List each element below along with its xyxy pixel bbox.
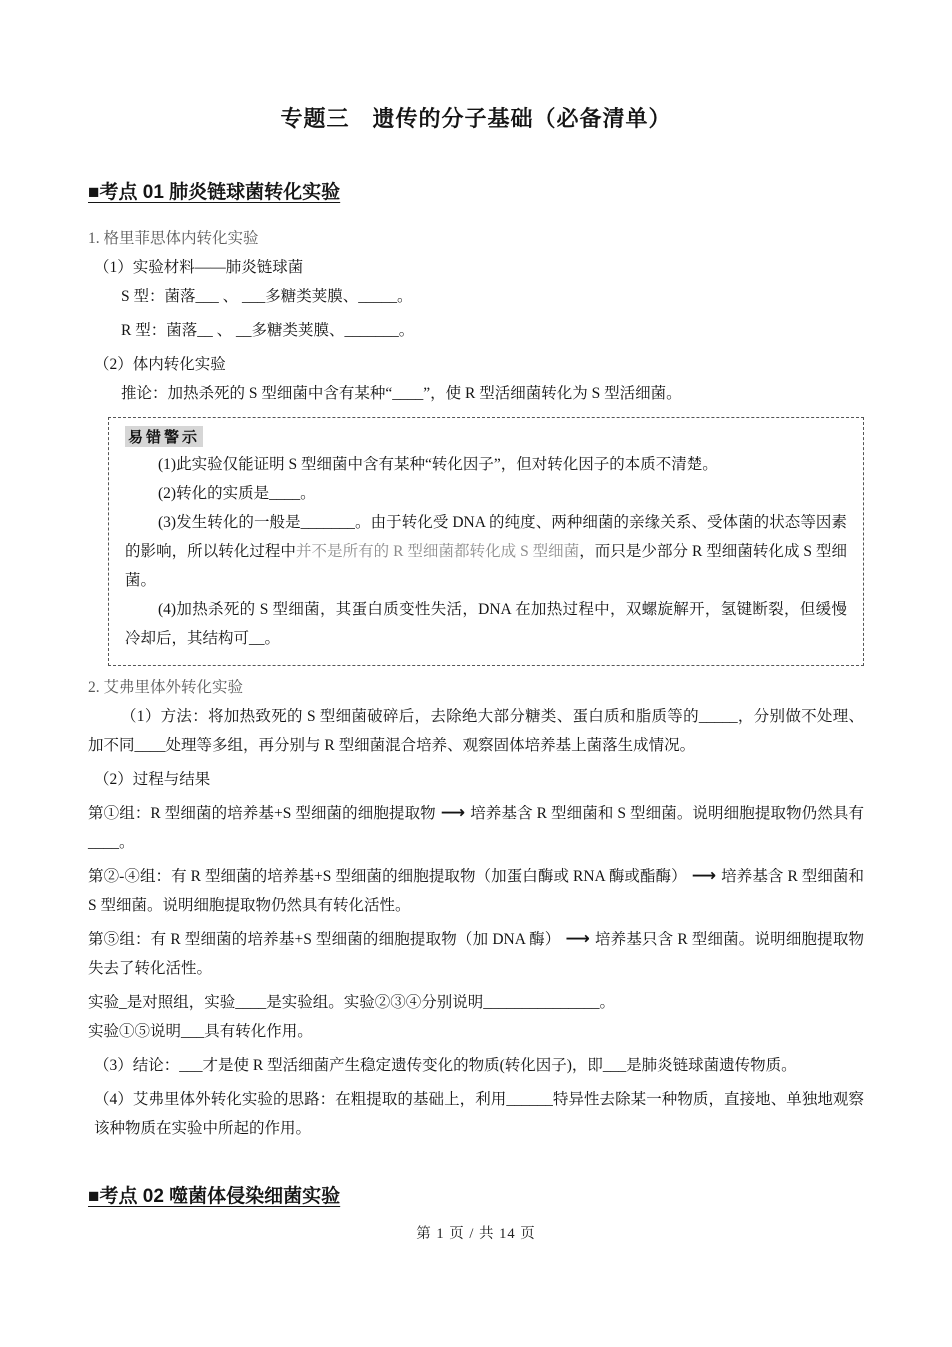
avery-group-5-text-start: 第⑤组：有 R 型细菌的培养基+S 型细菌的细胞提取物（加 DNA 酶） [88, 931, 561, 948]
avery-proof-line: 实验①⑤说明___具有转化作用。 [88, 1023, 313, 1040]
avery-group-5-text-end: 培养基只含 R 型细菌。说明细胞提取物失去了转化活性。 [88, 931, 864, 977]
right-arrow-icon: ⟶ [691, 866, 717, 886]
warning-item-2: (2)转化的实质是____。 [158, 485, 316, 502]
griffith-inference-line: 推论：加热杀死的 S 型细菌中含有某种“____”，使 R 型活细菌转化为 S 型活细菌。 [121, 385, 682, 402]
avery-group-1-text-end: 培养基含 R 型细菌和 S 型细菌。说明细胞提取物仍然具有____。 [88, 805, 864, 851]
avery-heading: 2. 艾弗里体外转化实验 [88, 679, 244, 696]
avery-group-5-line [88, 925, 864, 983]
warning-item-3-text-start: (3)发生转化的一般是_______。由于转化受 DNA 的纯度、两种细菌的亲缘关系、受体菌的状态等因素的影响，所以转化过程中 [125, 514, 847, 560]
section-heading-kaodian-02 [88, 1181, 864, 1208]
avery-method-paragraph: （1）方法：将加热致死的 S 型细菌破碎后，去除绝大部分糖类、蛋白质和脂质等的_____，分别做不处理、加不同____处理等多组，再分别与 R 型细菌混合培养、观察固体培养基上菌落生成情况。 [88, 708, 864, 754]
warning-item-4: (4)加热杀死的 S 型细菌，其蛋白质变性失活，DNA 在加热过程中，双螺旋解开，氢键断裂，但缓慢冷却后，其结构可__。 [125, 601, 847, 647]
square-bullet-icon: ■ [88, 1186, 100, 1207]
right-arrow-icon: ⟶ [565, 929, 590, 949]
avery-process-label: （2）过程与结果 [94, 771, 211, 788]
griffith-materials-label: （1）实验材料——肺炎链球菌 [94, 259, 304, 276]
griffith-r-type-line: R 型：菌落__ 、 __多糖类荚膜、_______。 [121, 322, 415, 339]
avery-conclusion-line: （3）结论：___才是使 R 型活细菌产生稳定遗传变化的物质(转化因子)，即___是肺炎链球菌遗传物质。 [94, 1057, 797, 1074]
griffith-s-type-line: S 型：菌落___ 、 ___多糖类荚膜、_____。 [121, 288, 413, 305]
square-bullet-icon: ■ [88, 182, 100, 203]
section-heading-kaodian-01 [88, 177, 864, 204]
avery-control-line: 实验_是对照组，实验____是实验组。实验②③④分别说明_______________。 [88, 994, 616, 1011]
warning-label-badge: 易错警示 [125, 426, 203, 447]
avery-group-1-line [88, 799, 864, 857]
avery-group-2-4-text-start: 第②-④组：有 R 型细菌的培养基+S 型细菌的细胞提取物（加蛋白酶或 RNA 酶或酯酶） [88, 868, 687, 885]
avery-approach-paragraph: （4）艾弗里体外转化实验的思路：在粗提取的基础上，利用______特异性去除某一种物质，直接地、单独地观察该种物质在实验中所起的作用。 [94, 1091, 864, 1137]
right-arrow-icon: ⟶ [440, 803, 466, 823]
section-heading-text: 考点 02 噬菌体侵染细菌实验 [99, 1186, 341, 1207]
griffith-invivo-label: （2）体内转化实验 [94, 356, 226, 373]
warning-box [108, 417, 864, 666]
warning-item-3-text-end: ，而只是少部分 R 型细菌转化成 S 型细菌。 [125, 543, 847, 589]
warning-item-3 [125, 508, 847, 595]
griffith-heading: 1. 格里菲思体内转化实验 [88, 230, 259, 247]
page-number-footer: 第 1 页 / 共 14 页 [416, 1226, 536, 1242]
warning-item-3-gray-text: 并不是所有的 R 型细菌都转化成 S 型细菌 [295, 543, 580, 560]
section-heading-text: 考点 01 肺炎链球菌转化实验 [99, 182, 341, 203]
page-title: 专题三 遗传的分子基础（必备清单） [280, 106, 672, 131]
avery-group-2-4-line [88, 862, 864, 920]
avery-group-2-4-text-end: 培养基含 R 型细菌和 S 型细菌。说明细胞提取物仍然具有转化活性。 [88, 868, 864, 914]
warning-item-1: (1)此实验仅能证明 S 型细菌中含有某种“转化因子”，但对转化因子的本质不清楚。 [158, 456, 718, 473]
avery-group-1-text-start: 第①组：R 型细菌的培养基+S 型细菌的细胞提取物 [88, 805, 436, 822]
